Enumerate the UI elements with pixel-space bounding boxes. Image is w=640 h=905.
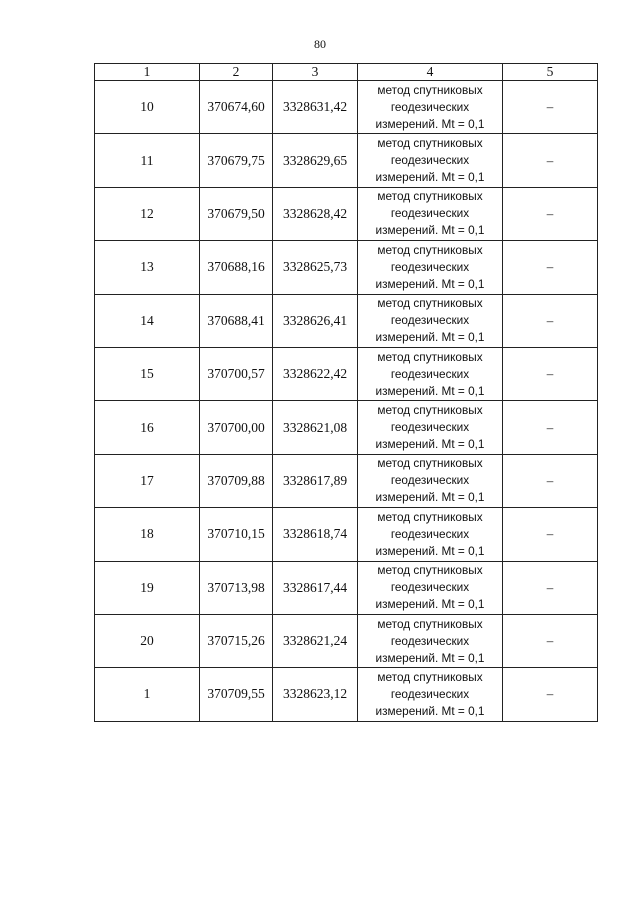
- method-line: метод спутниковых: [377, 189, 483, 204]
- table-row: [95, 347, 598, 400]
- error-cell: –: [503, 187, 598, 240]
- method-line: метод спутниковых: [377, 616, 483, 631]
- error-cell: –: [503, 241, 598, 294]
- y-coordinate-cell: 3328631,42: [273, 81, 358, 134]
- header-cell-1: 1: [95, 64, 200, 81]
- point-number-cell: 18: [95, 508, 200, 561]
- method-line: метод спутниковых: [377, 136, 483, 151]
- method-line: метод спутниковых: [377, 82, 483, 97]
- point-number-cell: 15: [95, 347, 200, 400]
- method-line: измерений. Mt = 0,1: [375, 116, 485, 131]
- method-line: геодезических: [390, 313, 470, 328]
- method-line: геодезических: [390, 206, 470, 221]
- method-line: метод спутниковых: [377, 403, 483, 418]
- method-line: геодезических: [390, 366, 470, 381]
- header-cell-3: 3: [273, 64, 358, 81]
- method-line: измерений. Mt = 0,1: [375, 543, 485, 558]
- point-number-cell: 1: [95, 668, 200, 721]
- method-cell: [358, 614, 503, 667]
- table-row: [95, 134, 598, 187]
- table-row: [95, 508, 598, 561]
- y-coordinate-cell: 3328623,12: [273, 668, 358, 721]
- error-cell: –: [503, 614, 598, 667]
- method-line: измерений. Mt = 0,1: [375, 170, 485, 185]
- error-cell: –: [503, 294, 598, 347]
- point-number-cell: 13: [95, 241, 200, 294]
- method-line: метод спутниковых: [377, 563, 483, 578]
- method-line: геодезических: [390, 99, 470, 114]
- point-number-cell: 19: [95, 561, 200, 614]
- y-coordinate-cell: 3328617,44: [273, 561, 358, 614]
- y-coordinate-cell: 3328629,65: [273, 134, 358, 187]
- table-header-row: [95, 64, 598, 81]
- y-coordinate-cell: 3328626,41: [273, 294, 358, 347]
- method-line: измерений. Mt = 0,1: [375, 276, 485, 291]
- y-coordinate-cell: 3328621,08: [273, 401, 358, 454]
- method-cell: [358, 668, 503, 721]
- method-line: измерений. Mt = 0,1: [375, 490, 485, 505]
- x-coordinate-cell: 370688,41: [200, 294, 273, 347]
- method-cell: [358, 508, 503, 561]
- y-coordinate-cell: 3328625,73: [273, 241, 358, 294]
- table-row: [95, 561, 598, 614]
- x-coordinate-cell: 370674,60: [200, 81, 273, 134]
- header-cell-2: 2: [200, 64, 273, 81]
- method-line: геодезических: [390, 526, 470, 541]
- method-line: измерений. Mt = 0,1: [375, 437, 485, 452]
- method-line: измерений. Mt = 0,1: [375, 650, 485, 665]
- error-cell: –: [503, 134, 598, 187]
- point-number-cell: 20: [95, 614, 200, 667]
- method-cell: [358, 134, 503, 187]
- y-coordinate-cell: 3328618,74: [273, 508, 358, 561]
- method-line: метод спутниковых: [377, 296, 483, 311]
- method-line: геодезических: [390, 633, 470, 648]
- method-cell: [358, 294, 503, 347]
- table-row: [95, 668, 598, 721]
- method-line: метод спутниковых: [377, 509, 483, 524]
- table-row: [95, 241, 598, 294]
- y-coordinate-cell: 3328628,42: [273, 187, 358, 240]
- x-coordinate-cell: 370679,75: [200, 134, 273, 187]
- table-row: [95, 81, 598, 134]
- point-number-cell: 16: [95, 401, 200, 454]
- method-cell: [358, 187, 503, 240]
- error-cell: –: [503, 454, 598, 507]
- x-coordinate-cell: 370715,26: [200, 614, 273, 667]
- error-cell: –: [503, 561, 598, 614]
- method-line: измерений. Mt = 0,1: [375, 597, 485, 612]
- method-line: геодезических: [390, 473, 470, 488]
- method-line: геодезических: [390, 153, 470, 168]
- y-coordinate-cell: 3328622,42: [273, 347, 358, 400]
- table-row: [95, 614, 598, 667]
- point-number-cell: 17: [95, 454, 200, 507]
- method-cell: [358, 81, 503, 134]
- method-line: метод спутниковых: [377, 456, 483, 471]
- point-number-cell: 10: [95, 81, 200, 134]
- table-row: [95, 454, 598, 507]
- method-line: измерений. Mt = 0,1: [375, 330, 485, 345]
- point-number-cell: 11: [95, 134, 200, 187]
- method-line: измерений. Mt = 0,1: [375, 703, 485, 718]
- error-cell: –: [503, 508, 598, 561]
- x-coordinate-cell: 370700,00: [200, 401, 273, 454]
- method-line: метод спутниковых: [377, 349, 483, 364]
- method-cell: [358, 347, 503, 400]
- error-cell: –: [503, 347, 598, 400]
- header-cell-5: 5: [503, 64, 598, 81]
- y-coordinate-cell: 3328621,24: [273, 614, 358, 667]
- method-cell: [358, 561, 503, 614]
- table-row: [95, 294, 598, 347]
- method-line: геодезических: [390, 259, 470, 274]
- x-coordinate-cell: 370709,55: [200, 668, 273, 721]
- point-number-cell: 12: [95, 187, 200, 240]
- method-cell: [358, 454, 503, 507]
- point-number-cell: 14: [95, 294, 200, 347]
- table-body: [95, 81, 598, 722]
- method-line: геодезических: [390, 420, 470, 435]
- method-cell: [358, 401, 503, 454]
- method-line: метод спутниковых: [377, 242, 483, 257]
- x-coordinate-cell: 370710,15: [200, 508, 273, 561]
- method-line: измерений. Mt = 0,1: [375, 223, 485, 238]
- table-row: [95, 187, 598, 240]
- y-coordinate-cell: 3328617,89: [273, 454, 358, 507]
- error-cell: –: [503, 401, 598, 454]
- header-cell-4: 4: [358, 64, 503, 81]
- x-coordinate-cell: 370700,57: [200, 347, 273, 400]
- x-coordinate-cell: 370709,88: [200, 454, 273, 507]
- x-coordinate-cell: 370688,16: [200, 241, 273, 294]
- error-cell: –: [503, 668, 598, 721]
- error-cell: –: [503, 81, 598, 134]
- page-number: 80: [314, 37, 326, 51]
- method-line: геодезических: [390, 686, 470, 701]
- method-line: метод спутниковых: [377, 669, 483, 684]
- x-coordinate-cell: 370679,50: [200, 187, 273, 240]
- method-cell: [358, 241, 503, 294]
- x-coordinate-cell: 370713,98: [200, 561, 273, 614]
- table-row: [95, 401, 598, 454]
- method-line: измерений. Mt = 0,1: [375, 383, 485, 398]
- method-line: геодезических: [390, 580, 470, 595]
- coordinates-table: [94, 63, 598, 722]
